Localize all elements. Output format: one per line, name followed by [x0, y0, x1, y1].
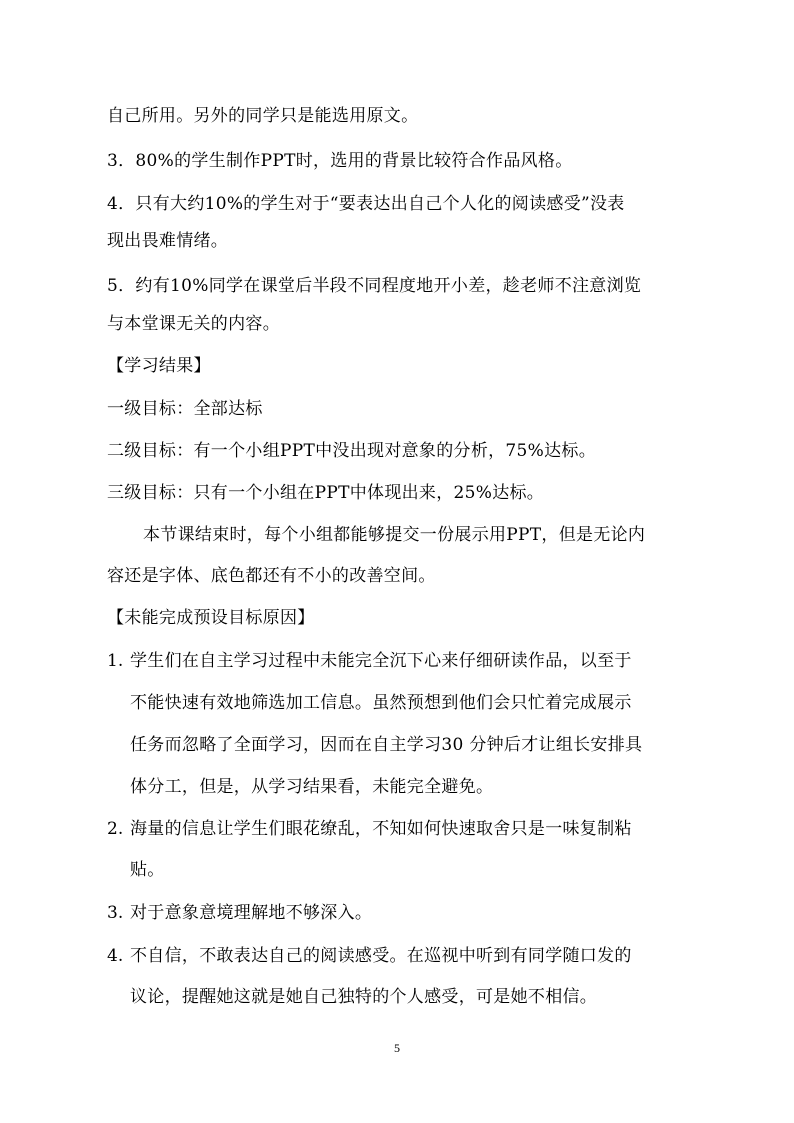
reason-4-line-1: 不自信，不敢表达自己的阅读感受。在巡视中听到有同学随口发的 — [130, 946, 632, 966]
finding-4-line-2: 现出畏难情绪。 — [107, 231, 229, 251]
reason-1-line-3: 任务而忽略了全面学习，因而在自主学习30 分钟后才让组长安排具 — [130, 735, 643, 755]
reason-4-line-2: 议论，提醒她这就是她自己独特的个人感受，可是她不相信。 — [130, 987, 598, 1007]
results-level-1: 一级目标：全部达标 — [107, 399, 263, 419]
finding-5-line-2: 与本堂课无关的内容。 — [107, 314, 280, 334]
finding-3: 3．80%的学生制作PPT时，选用的背景比较符合作品风格。 — [107, 151, 573, 171]
results-summary-line-2: 容还是字体、底色都还有不小的改善空间。 — [107, 566, 436, 586]
reason-3-line-1: 对于意象意境理解地不够深入。 — [130, 903, 373, 923]
reason-1-number: 1. — [107, 651, 124, 671]
finding-4-line-1: 4．只有大约10%的学生对于“要表达出自己个人化的阅读感受”没表 — [107, 194, 625, 214]
page-number: 5 — [394, 1041, 400, 1055]
results-level-2: 二级目标：有一个小组PPT中没出现对意象的分析，75%达标。 — [107, 441, 596, 461]
paragraph-continuation: 自己所用。另外的同学只是能选用原文。 — [107, 106, 419, 126]
results-summary-line-1: 本节课结束时，每个小组都能够提交一份展示用PPT，但是无论内 — [143, 525, 646, 545]
results-heading: 【学习结果】 — [107, 356, 211, 376]
finding-5-line-1: 5．约有10%同学在课堂后半段不同程度地开小差，趁老师不注意浏览 — [107, 276, 642, 296]
reason-1-line-1: 学生们在自主学习过程中未能完全沉下心来仔细研读作品，以至于 — [130, 651, 632, 671]
reason-2-line-2: 贴。 — [130, 860, 165, 880]
reasons-heading: 【未能完成预设目标原因】 — [107, 608, 315, 628]
reason-3-number: 3. — [107, 903, 124, 923]
reason-2-line-1: 海量的信息让学生们眼花缭乱，不知如何快速取舍只是一味复制粘 — [130, 819, 632, 839]
reason-4-number: 4. — [107, 946, 124, 966]
reason-2-number: 2. — [107, 819, 124, 839]
reason-1-line-4: 体分工，但是，从学习结果看，未能完全避免。 — [130, 777, 494, 797]
results-level-3: 三级目标：只有一个小组在PPT中体现出来，25%达标。 — [107, 483, 545, 503]
reason-1-line-2: 不能快速有效地筛选加工信息。虽然预想到他们会只忙着完成展示 — [130, 693, 632, 713]
